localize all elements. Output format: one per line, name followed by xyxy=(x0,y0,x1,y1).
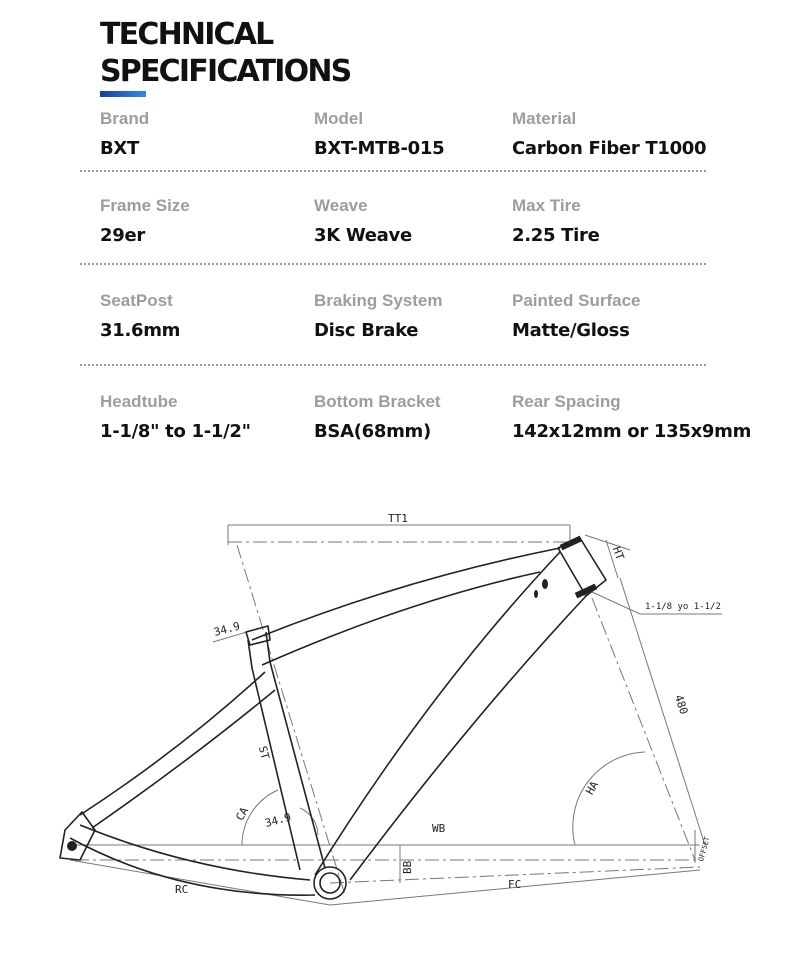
spec-value: BSA(68mm) xyxy=(314,421,431,442)
reach-dimension-line xyxy=(620,578,705,845)
spec-label: Max Tire xyxy=(512,196,581,215)
rear-dropout xyxy=(60,812,95,860)
chain-stay-upper xyxy=(80,825,310,880)
spec-label: Bottom Bracket xyxy=(314,392,441,411)
tt1-label: TT1 xyxy=(388,512,408,525)
spec-label: Frame Size xyxy=(100,196,190,215)
spec-label: Painted Surface xyxy=(512,291,641,310)
spec-frame-size xyxy=(100,196,190,246)
spec-value: 2.25 Tire xyxy=(512,225,600,246)
spec-value: 142x12mm or 135x9mm xyxy=(512,421,752,442)
headset-cup-top xyxy=(560,536,582,551)
down-tube-lower xyxy=(350,596,586,880)
seat-stay-upper xyxy=(80,672,265,815)
spec-headtube xyxy=(100,392,251,442)
title-line-1: TECHNICAL xyxy=(100,17,273,52)
spec-value: Matte/Gloss xyxy=(512,320,630,341)
spec-label: Rear Spacing xyxy=(512,392,621,411)
spec-value: 31.6mm xyxy=(100,320,181,341)
spec-value: 29er xyxy=(100,225,145,246)
spec-value: BXT xyxy=(100,138,139,159)
title-line-2: SPECIFICATIONS xyxy=(100,54,351,89)
fork-centerline xyxy=(592,598,695,860)
seat-tube-centerline xyxy=(237,545,345,895)
spec-value: Carbon Fiber T1000 xyxy=(512,138,707,159)
seat-stay-lower xyxy=(92,690,275,828)
spec-bottom-bracket xyxy=(314,392,441,442)
spec-max-tire xyxy=(512,196,600,246)
title-accent-bar xyxy=(100,91,146,97)
seat-angle-label: 34.9 xyxy=(263,810,293,830)
frame-geometry-diagram xyxy=(0,480,790,960)
spec-value: BXT-MTB-015 xyxy=(314,138,445,159)
spec-value: 3K Weave xyxy=(314,225,412,246)
spec-model xyxy=(314,109,444,159)
cable-port xyxy=(534,590,538,598)
headset-label: 1-1/8 yo 1-1/2 xyxy=(645,602,721,612)
spec-braking-system xyxy=(314,291,443,341)
offset-label: OFFSET xyxy=(697,835,712,863)
row-divider xyxy=(80,170,706,172)
spec-rear-spacing xyxy=(512,392,751,442)
ht-label: HT xyxy=(609,544,627,562)
spec-value: 1-1/8" to 1-1/2" xyxy=(100,421,251,442)
bb-label: BB xyxy=(401,860,414,874)
fc-label: FC xyxy=(508,878,522,891)
spec-brand xyxy=(100,109,149,159)
headset-leader-line xyxy=(590,591,640,614)
row-divider xyxy=(80,364,706,366)
spec-value: Disc Brake xyxy=(314,320,419,341)
spec-label: Braking System xyxy=(314,291,443,310)
seat-clamp-label: 34.9 xyxy=(212,619,242,639)
top-tube-lower xyxy=(262,572,540,665)
spec-seatpost xyxy=(100,291,180,341)
spec-label: SeatPost xyxy=(100,291,173,310)
ca-label: CA xyxy=(233,804,252,823)
wb-label: WB xyxy=(432,822,446,835)
reach-label: 480 xyxy=(671,693,691,717)
page-title xyxy=(100,16,350,90)
rc-dimension-line xyxy=(70,860,330,905)
st-label: ST xyxy=(255,744,272,761)
top-tube-upper xyxy=(252,548,560,640)
ha-label: HA xyxy=(583,778,602,797)
spec-label: Material xyxy=(512,109,577,128)
spec-label: Brand xyxy=(100,109,150,128)
row-divider xyxy=(80,263,706,265)
spec-weave xyxy=(314,196,412,246)
cable-port xyxy=(542,579,548,589)
spec-label: Model xyxy=(314,109,364,128)
head-angle-arc xyxy=(573,752,645,845)
spec-painted-surface xyxy=(512,291,641,341)
rear-axle xyxy=(67,841,77,851)
spec-label: Headtube xyxy=(100,392,178,411)
spec-material xyxy=(512,109,706,159)
rc-label: RC xyxy=(175,883,189,896)
spec-label: Weave xyxy=(314,196,368,215)
